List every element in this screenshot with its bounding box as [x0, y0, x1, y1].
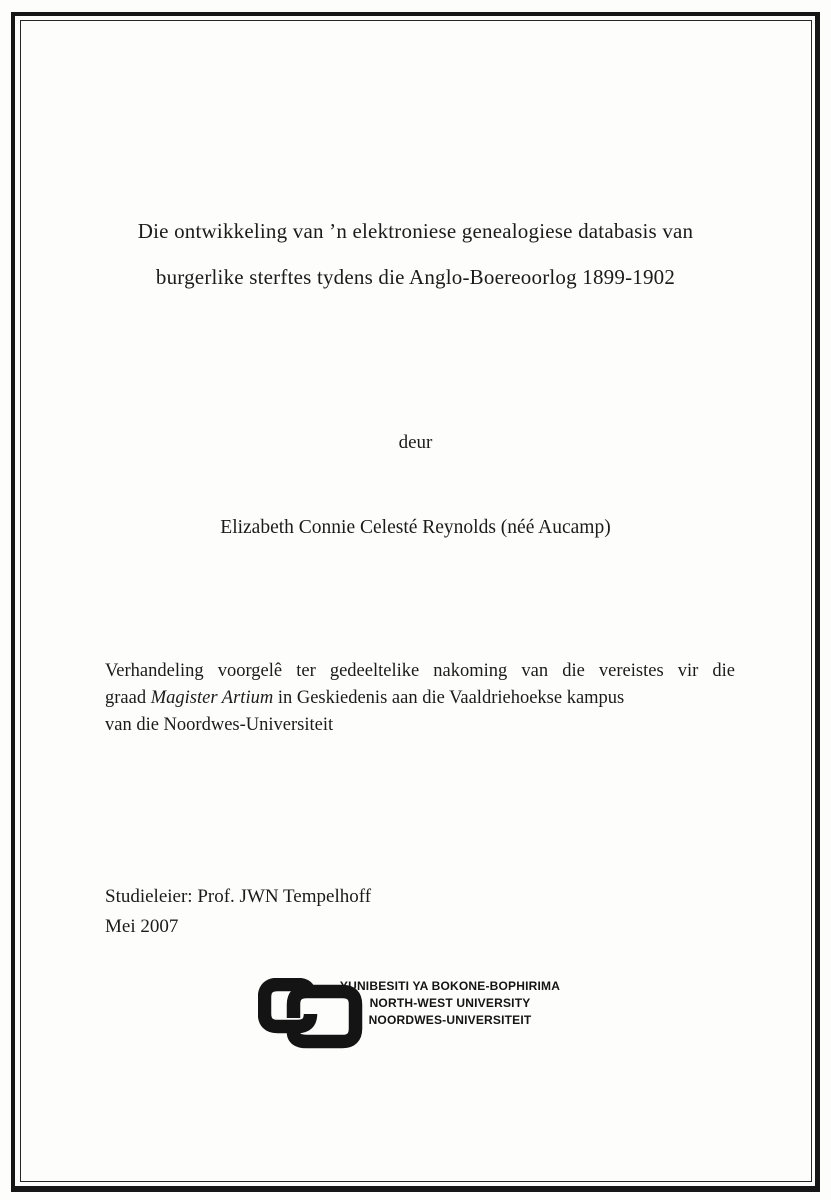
supervisor-block	[105, 882, 371, 942]
supervisor-line: Studieleier: Prof. JWN Tempelhoff	[105, 886, 372, 907]
submission-line-1: Verhandeling voorgelê ter gedeeltelike nakoming van die vereistes vir die	[105, 661, 735, 681]
submission-line-2-suffix: in Geskiedenis aan die Vaaldriehoekse kampus	[273, 688, 625, 708]
thesis-title-line-1: Die ontwikkeling van ’n elektroniese genealogiese databasis van	[137, 219, 694, 243]
university-name-afrikaans: NOORDWES-UNIVERSITEIT	[368, 1013, 532, 1027]
degree-name: Magister Artium	[150, 688, 274, 708]
submission-line-3: van die Noordwes-Universiteit	[105, 715, 334, 735]
university-name-setswana: YUNIBESITI YA BOKONE-BOPHIRIMA	[339, 979, 561, 993]
university-names	[317, 978, 583, 1029]
university-name-english: NORTH-WEST UNIVERSITY	[369, 996, 531, 1010]
submission-line-2-prefix: graad	[105, 688, 151, 708]
thesis-title-line-2: burgerlike sterftes tydens die Anglo-Boereoorlog 1899-1902	[155, 265, 676, 289]
author-name: Elizabeth Connie Celesté Reynolds (néé Aucamp)	[220, 517, 611, 538]
university-logo	[258, 976, 598, 1054]
date-line: Mei 2007	[105, 916, 179, 937]
submission-line-2	[105, 685, 735, 712]
thesis-title	[90, 208, 741, 300]
submission-statement	[105, 658, 735, 739]
byline-label: deur	[398, 432, 433, 453]
